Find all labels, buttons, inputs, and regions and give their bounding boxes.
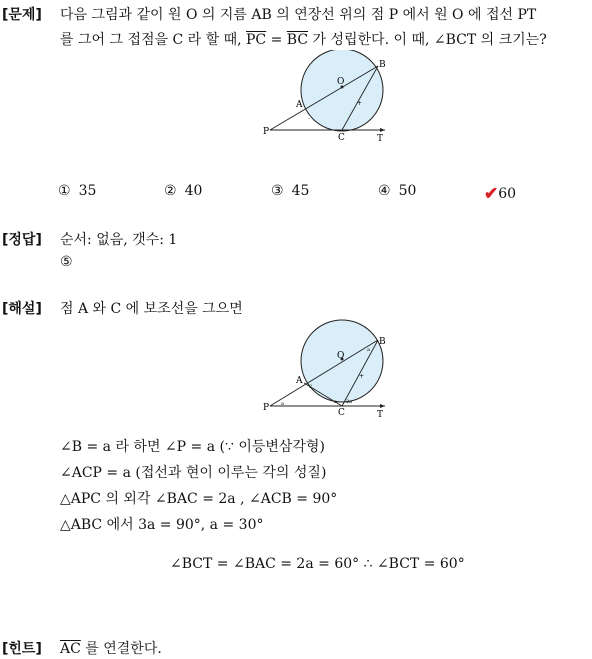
segment-pc: $\overline{PC}$	[246, 32, 267, 48]
label-t: T	[377, 134, 384, 144]
choice-1[interactable]	[58, 183, 96, 199]
svg-text:-: -	[308, 116, 310, 122]
solution-line-2: ∠ACP = a (접선과 현이 이루는 각의 성질)	[60, 465, 327, 481]
hint-line	[60, 638, 162, 658]
choice-3[interactable]	[271, 183, 309, 199]
label-a: A	[296, 100, 303, 110]
choice-4-marker: ④	[378, 183, 391, 199]
choice-3-marker: ③	[271, 183, 284, 199]
solution-final: ∠BCT = ∠BAC = 2a = 60° ∴ ∠BCT = 60°	[170, 556, 465, 572]
segment-bc: $\overline{BC}$	[286, 32, 309, 48]
choice-3-value: 45	[291, 183, 310, 199]
label-b: B	[379, 60, 386, 70]
choice-2-value: 40	[184, 183, 203, 199]
problem-line-1: 다음 그림과 같이 원 O 의 지름 AB 의 연장선 위의 점 P 에서 원 O 에 접선 PT	[60, 7, 537, 23]
label-p: P	[263, 127, 270, 137]
problem-figure	[255, 50, 405, 150]
answer-line-1: 순서: 없음, 갯수: 1	[60, 232, 178, 248]
label-o-2: O	[337, 351, 345, 361]
solution-label: [해설]	[2, 301, 42, 317]
problem-label: [문제]	[2, 7, 42, 23]
arrow-t	[380, 128, 385, 132]
svg-text:a: a	[367, 347, 370, 353]
problem-line-2-post: 가 성립한다. 이 때, ∠BCT 의 크기는?	[308, 32, 547, 48]
choice-2-marker: ②	[164, 183, 177, 199]
label-p-2: P	[263, 403, 270, 413]
solution-line-4: △ABC 에서 3a = 90°, a = 30°	[60, 517, 264, 533]
problem-line-2-pre: 를 그어 그 접점을 C 라 할 때,	[60, 32, 247, 48]
svg-text:2a: 2a	[346, 399, 353, 405]
answer-label: [정답]	[2, 232, 42, 248]
choice-5-value: 60	[498, 186, 517, 202]
arrow-t-2	[380, 404, 385, 408]
segment-ac: $\overline{AC}$	[60, 641, 81, 657]
answer-line-2: ⑤	[60, 254, 73, 270]
solution-figure	[255, 318, 405, 418]
choice-2[interactable]	[164, 183, 202, 199]
choice-4[interactable]	[378, 183, 416, 199]
checkmark-icon: ✔	[484, 184, 499, 204]
svg-text:+: +	[359, 373, 365, 380]
label-t-2: T	[377, 410, 384, 418]
solution-line-3: △APC 의 외각 ∠BAC = 2a , ∠ACB = 90°	[60, 491, 338, 507]
equals-sign: =	[266, 32, 287, 48]
hint-text: 를 연결한다.	[80, 641, 162, 657]
svg-text:a: a	[281, 401, 284, 407]
label-c: C	[338, 133, 345, 143]
choice-1-value: 35	[78, 183, 97, 199]
choice-5[interactable]	[484, 183, 516, 203]
svg-text:+: +	[357, 100, 363, 107]
solution-line-1: ∠B = a 라 하면 ∠P = a (∵ 이등변삼각형)	[60, 439, 325, 455]
circle-o-2	[301, 320, 383, 402]
svg-text:a: a	[334, 399, 337, 405]
choice-4-value: 50	[398, 183, 417, 199]
svg-text:2: 2	[309, 384, 313, 390]
label-o: O	[337, 77, 345, 87]
choice-1-marker: ①	[58, 183, 71, 199]
label-a-2: A	[296, 376, 303, 386]
circle-o	[301, 50, 383, 131]
label-b-2: B	[379, 337, 386, 347]
label-c-2: C	[338, 408, 345, 418]
problem-line-2	[60, 29, 547, 49]
solution-intro: 점 A 와 C 에 보조선을 그으면	[60, 301, 243, 317]
hint-label: [힌트]	[2, 641, 42, 657]
